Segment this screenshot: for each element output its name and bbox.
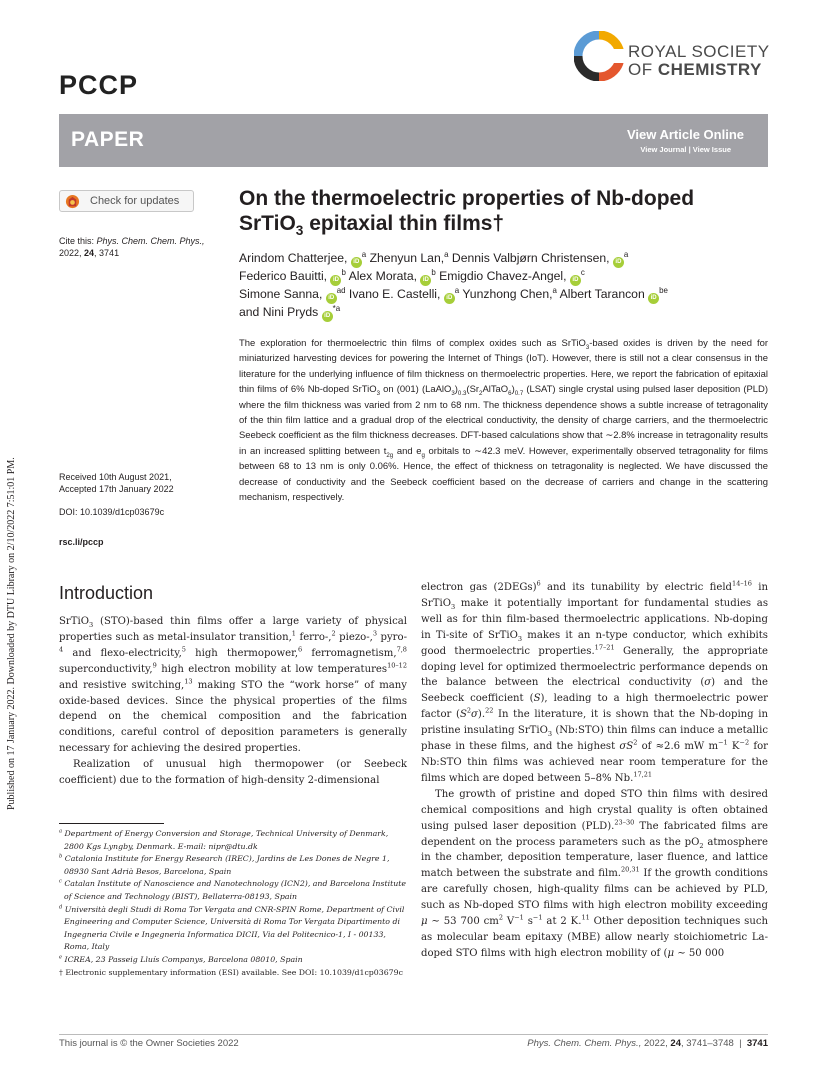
- orcid-icon[interactable]: iD: [613, 257, 624, 268]
- orcid-icon[interactable]: iD: [444, 293, 455, 304]
- article-type-banner: [59, 114, 768, 167]
- footer-copyright: This journal is © the Owner Societies 2022: [59, 1038, 239, 1049]
- article-type-label: PAPER: [71, 128, 145, 151]
- orcid-icon[interactable]: iD: [648, 293, 659, 304]
- abstract: The exploration for thermoelectric thin films of complex oxides such as SrTiO$_3$-based oxides is driven by the need for miniaturized harvesting devices for powering the Internet of Things (IoT). However, there is still not a clear consensus in the literature for the underlying influence of film thickness on thermoelectric properties. Here, we report the fabrication of epitaxial thin films of 6% Nb-doped SrTiO$_3$ on (001) $(LaAlO_3)_{0.3}(Sr_2AlTaO_6)_{0.7}$ (LSAT) single crystal using pulsed laser deposition (PLD) where the film thickness was varied from 2 nm to 68 nm. The thickness dependence shows a subtle increase of tetragonality of the thin film lattice and a gradual drop of the electrical conductivity, the density of charge carriers, and the thermoelectric Seebeck coefficient as the film thickness decreases. DFT-based calculations show that ∼2.8% increase in tetragonality results in an increased splitting between $t_{2g}$ and $e_g$ orbitals to ∼42.3 meV. However, experimentally observed tetragonality for films between 68 to 13 nm is only 0.06%. Hence, the effect of thickness on tetragonality is neglected. We have discussed the decrease of conductivity and the Seebeck coefficient based on the decrease of carriers and change in the scattering mechanism, respectively.: [239, 338, 768, 504]
- citation: Cite this: Phys. Chem. Chem. Phys., 2022, 24, 3741: [59, 236, 205, 258]
- publication-side-note: [6, 250, 18, 810]
- section-heading-introduction: Introduction: [59, 583, 154, 603]
- article-title: On the thermoelectric properties of Nb-doped SrTiO$_3$ epitaxial thin films†: [239, 187, 695, 239]
- doi[interactable]: DOI: 10.1039/d1cp03679c: [59, 507, 165, 517]
- footnote-esi: † Electronic supplementary information (ESI) available. See DOI: 10.1039/d1cp03679c: [59, 967, 403, 977]
- side-note-text: Published on 17 January 2022. Downloaded by DTU Library on 2/10/2022 7:51:01 PM.: [6, 457, 17, 810]
- orcid-icon[interactable]: iD: [351, 257, 362, 268]
- footnote-e: $^e$ ICREA, 23 Passeig Lluís Companys, Barcelona 08010, Spain: [59, 954, 303, 964]
- check-updates-icon: [65, 194, 80, 209]
- footnote-b: $^b$ Catalonia Institute for Energy Research (IREC), Jardins de Les Dones de Negre 1, 08930 Sant Adrià Besos, Barcelona, Spain: [59, 853, 390, 876]
- footer-divider: [59, 1034, 768, 1035]
- check-for-updates-button[interactable]: [59, 190, 194, 212]
- body-column-right: electron gas (2DEGs)$^6$ and its tunability by electric field$^{14-16}$ in SrTiO$_3$ make it potentially important for fundamental studies as well as for thin film-based thermoelectric applications. Nb-doping in Ti-site of SrTiO$_3$ makes it an n-type conductor, which exhibits good thermoelectric properties.$^{17-21}$ Generally, the appropriate doping level for optimized thermoelectric performance depends on the balance between the electrical conductivity (σ) and the Seebeck coefficient (S), leading to a high thermoelectric power factor $(S^2\sigma).^{22}$ In the literature, it is shown that the Nb-doping in pristine insulating SrTiO$_3$ (Nb:STO) thin films can induce a metallic phase in these films, and the highest $\sigma S^2$ of ≈2.6 mW $m^{-1}$ $K^{-2}$ for Nb:STO thin films was achieved near room temperature for the films which are doped between 5–8% Nb.$^{17,21}$ The growth of pristine and doped STO thin films with desired chemical compositions and high crystal quality is often obtained using pulsed laser deposition (PLD).$^{23-30}$ The fabricated films are dependent on the process parameters such as the $pO_2$ atmosphere in the chamber, deposition temperature, laser fluence, and lattice match between the substrate and film.$^{20,31}$ If the growth conditions are carefully chosen, high-quality films can be achieved by PLD, such as Nb-doped STO films with high electron mobility exceeding μ ∼ 53 700 $cm^2$ $V^{-1}$ $s^{-1}$ at 2 K.$^{11}$ Other deposition techniques such as molecular beam epitaxy (MBE) allow nearly stoichiometric La-doped STO films with high electron mobility of (μ ∼ 50 000: [421, 579, 769, 959]
- page-number: 3741: [746, 1038, 768, 1049]
- footnote-divider: [59, 823, 164, 824]
- rsc-logo[interactable]: [570, 29, 770, 89]
- body-column-left: SrTiO$_3$ (STO)-based thin films offer a large variety of physical properties such as metal-insulator transition,$^1$ ferro-,$^2$ piezo-,$^3$ pyro-$^4$ and flexo-electricity,$^5$ high thermopower,$^6$ ferromagnetism,$^{7,8}$ superconductivity,$^9$ high electron mobility at low temperatures$^{10-12}$ and resistive switching,$^{13}$ making STO the “work horse” of many oxide-based devices. Since the physical properties of the films depend on the chemical composition and the fabrication conditions, careful control of deposition parameters is generally necessary for achieving the desired properties. Realization of unusual high thermopower (or Seebeck coefficient) due to the formation of high-density 2-dimensional: [59, 616, 407, 787]
- orcid-icon[interactable]: iD: [570, 275, 581, 286]
- orcid-icon[interactable]: iD: [322, 311, 333, 322]
- rsc-logo-line2: OF CHEMISTRY: [628, 60, 762, 79]
- author-list: Arindom Chatterjee, $iD^a$ Zhenyun Lan,$^a$ Dennis Valbjørn Christensen, $iD^a$ Federico Bauitti, $iD^b$ Alex Morata, $iD^b$ Emigdio Chavez-Angel, $iD^c$ Simone Sanna, $iD^{ad}$ Ivano E. Castelli, $iD^a$ Yunzhong Chen,$^a$ Albert Tarancon $iD^{be}$ and Nini Pryds $iD^{*a}$: [239, 250, 769, 322]
- view-article-online-link[interactable]: View Article Online: [626, 127, 744, 142]
- footnote-d: $^d$ Università degli Studi di Roma Tor Vergata and CNR-SPIN Rome, Department of Civil Engineering and Computer Science, Università di Roma Tor Vergata Dipartimento di Ingegneria Civile e Ingegneria Informatica DICII, Via del Politecnico-1, I - 00133, Roma, Italy: [59, 903, 405, 952]
- affiliation-footnotes: [59, 828, 407, 979]
- orcid-icon[interactable]: iD: [420, 275, 431, 286]
- view-journal-issue-links[interactable]: View Journal | View Issue: [640, 145, 731, 154]
- rsc-ring-icon: [574, 31, 624, 81]
- received-accepted-dates: Received 10th August 2021, Accepted 17th January 2022: [59, 472, 174, 494]
- footnote-a: $^a$ Department of Energy Conversion and Storage, Technical University of Denmark, 2800 Kgs Lyngby, Denmark. E-mail: nipr@dtu.dk: [59, 828, 389, 851]
- rsc-logo-line1: ROYAL SOCIETY: [628, 42, 770, 61]
- journal-name: PCCP: [59, 70, 139, 100]
- orcid-icon[interactable]: iD: [326, 293, 337, 304]
- footer-citation: Phys. Chem. Chem. Phys., 2022, 24, 3741–3748 | 3741: [527, 1038, 768, 1049]
- journal-site-link[interactable]: rsc.li/pccp: [59, 537, 104, 547]
- check-updates-label: Check for updates: [90, 195, 180, 207]
- orcid-icon[interactable]: iD: [330, 275, 341, 286]
- footnote-c: $^c$ Catalan Institute of Nanoscience and Nanotechnology (ICN2), and Barcelona Institute of Science and Technology (BIST), Bellaterra-08193, Spain: [59, 878, 406, 901]
